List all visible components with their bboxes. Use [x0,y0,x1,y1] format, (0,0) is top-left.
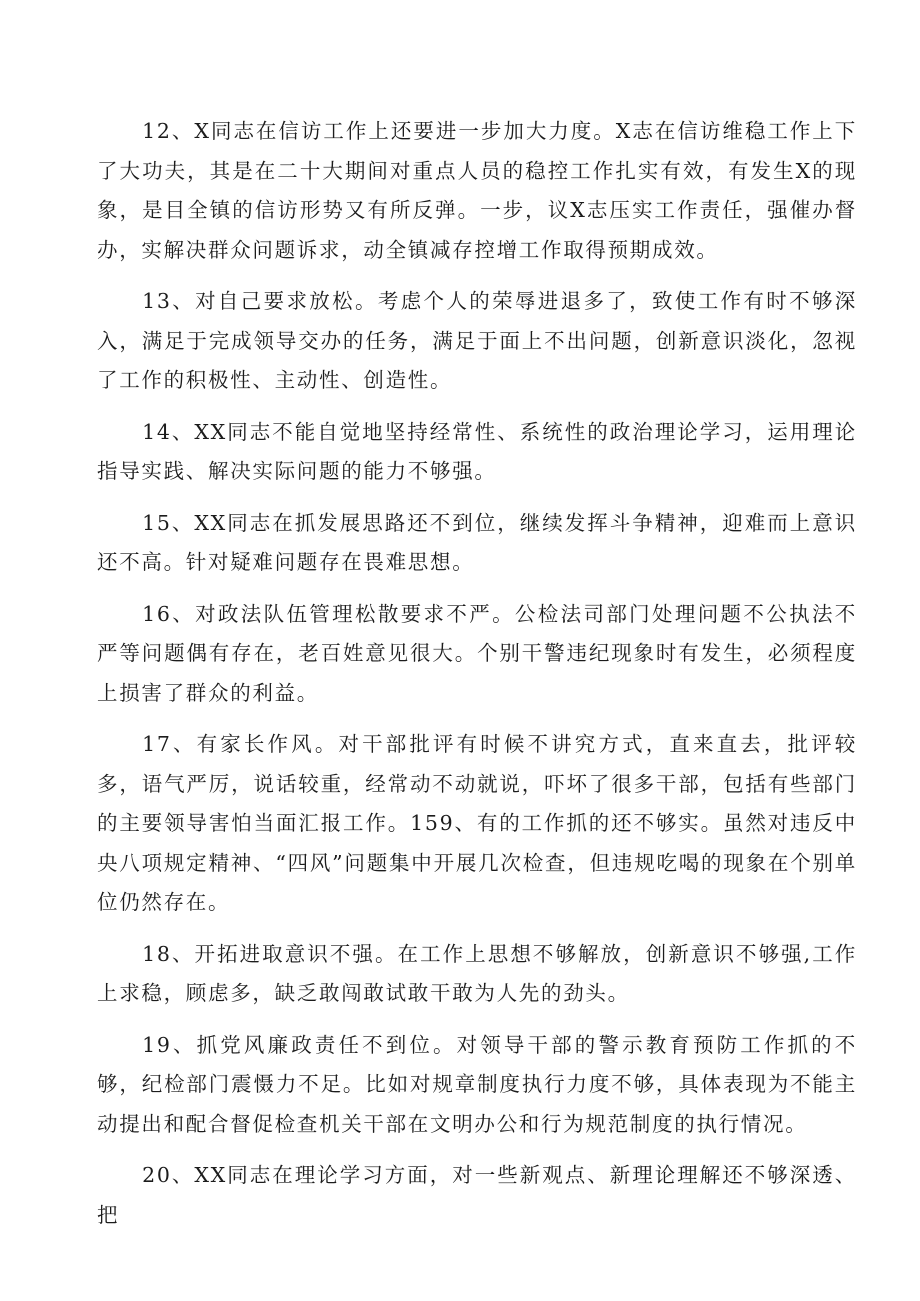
paragraph-13: 13、对自己要求放松。考虑个人的荣辱进退多了，致使工作有时不够深入，满足于完成领导交办的任务，满足于面上不出问题，创新意识淡化，忽视了工作的积极性、主动性、创造性。 [97,289,857,392]
paragraph-14: 14、XX同志不能自觉地坚持经常性、系统性的政治理论学习，运用理论指导实践、解决实际问题的能力不够强。 [97,419,857,483]
paragraph-12: 12、X同志在信访工作上还要进一步加大力度。X志在信访维稳工作上下了大功夫，其是在二十大期间对重点人员的稳控工作扎实有效，有发生X的现象，是目全镇的信访形势又有所反弹。一步，议X志压实工作责任，强催办督办，实解决群众问题诉求，动全镇减存控增工作取得预期成效。 [97,119,857,262]
paragraph-20: 20、XX同志在理论学习方面，对一些新观点、新理论理解还不够深透、把 [97,1163,857,1227]
paragraph-17: 17、有家长作风。对干部批评有时候不讲究方式，直来直去，批评较多，语气严厉，说话较重，经常动不动就说，吓坏了很多干部，包括有些部门的主要领导害怕当面汇报工作。159、有的工作抓的还不够实。虽然对违反中央八项规定精神、“四风”问题集中开展几次检查，但违规吃喝的现象在个别单位仍然存在。 [97,732,857,914]
paragraph-15: 15、XX同志在抓发展思路还不到位，继续发挥斗争精神，迎难而上意识还不高。针对疑难问题存在畏难思想。 [97,510,857,574]
paragraph-19: 19、抓党风廉政责任不到位。对领导干部的警示教育预防工作抓的不够，纪检部门震慑力不足。比如对规章制度执行力度不够，具体表现为不能主动提出和配合督促检查机关干部在文明办公和行为规范制度的执行情况。 [97,1032,857,1136]
paragraph-18: 18、开拓进取意识不强。在工作上思想不够解放，创新意识不够强,工作上求稳，顾虑多，缺乏敢闯敢试敢干敢为人先的劲头。 [97,941,857,1005]
paragraph-16: 16、对政法队伍管理松散要求不严。公检法司部门处理问题不公执法不严等问题偶有存在，老百姓意见很大。个别干警违纪现象时有发生，必须程度上损害了群众的利益。 [97,601,857,705]
document-body [97,112,857,1247]
